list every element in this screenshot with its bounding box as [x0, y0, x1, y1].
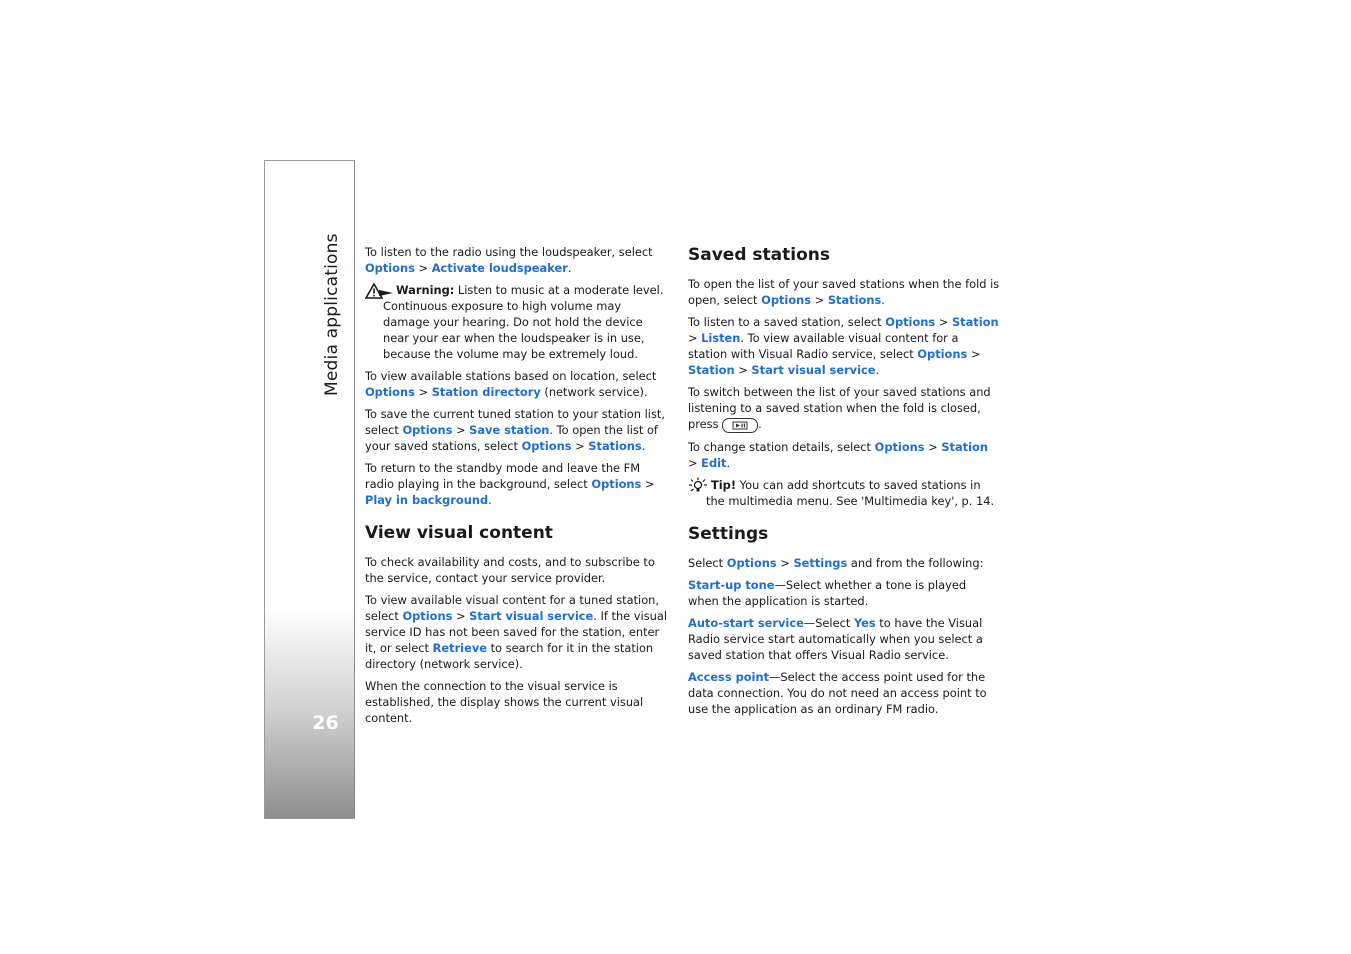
tip-lightbulb-icon — [688, 477, 708, 495]
menu-link-start-up-tone[interactable]: Start-up tone — [688, 577, 775, 592]
paragraph-subscribe: To check availability and costs, and to subscribe to the service, contact your service provider. — [365, 555, 655, 585]
text: —Select whether a tone is played when the application is started. — [688, 577, 967, 608]
menu-link-stations[interactable]: Stations — [827, 293, 882, 307]
text: > — [935, 315, 952, 329]
warning-triangle-icon — [365, 283, 395, 299]
menu-link-options[interactable]: Options — [402, 423, 453, 437]
menu-link-options[interactable]: Options — [591, 477, 642, 491]
heading-saved-stations: Saved stations — [688, 245, 830, 265]
menu-link-options[interactable]: Options — [521, 439, 572, 453]
text: > — [452, 609, 470, 623]
text: To change station details, select — [688, 439, 875, 454]
text: > — [641, 477, 655, 491]
paragraph-settings-select — [688, 555, 1000, 571]
text: > — [734, 363, 752, 377]
menu-link-options[interactable]: Options — [365, 261, 415, 275]
text: To return to the standby mode and leave the FM radio playing in the background, select — [365, 461, 641, 491]
text: . If the visual service ID has not been saved for the station, enter it, or select — [365, 609, 667, 655]
menu-link-save-station[interactable]: Save station — [469, 423, 550, 437]
text: To switch between the list of your saved stations and listening to a saved station when the fold is closed, press — [688, 385, 991, 431]
text: > — [452, 423, 470, 437]
menu-link-access-point[interactable]: Access point — [688, 669, 770, 684]
text: . — [567, 261, 572, 275]
warning-note — [365, 282, 670, 362]
paragraph-access-point — [688, 669, 1000, 717]
text: > — [688, 331, 702, 345]
menu-link-listen[interactable]: Listen — [701, 331, 741, 345]
text: To view available visual content for a tuned station, select — [365, 593, 660, 623]
text: > — [811, 293, 828, 307]
tip-label: Tip! — [711, 477, 737, 492]
text: . — [641, 439, 646, 453]
menu-link-auto-start-service[interactable]: Auto-start service — [688, 615, 804, 630]
menu-link-options[interactable]: Options — [885, 315, 936, 329]
text: to have the Visual Radio service start automatically when you select a saved station that offers Visual Radio service. — [688, 615, 983, 662]
text: and from the following: — [847, 555, 984, 570]
text: To save the current tuned station to your station list, select — [365, 407, 665, 437]
paragraph-startup-tone — [688, 577, 1000, 609]
column-right — [688, 244, 1000, 723]
menu-link-yes[interactable]: Yes — [853, 615, 876, 630]
text: —Select — [803, 615, 854, 630]
paragraph-start-visual — [365, 592, 670, 672]
paragraph-change-details — [688, 439, 1000, 471]
text: . — [875, 363, 880, 377]
text: > — [571, 439, 589, 453]
text: —Select the access point used for the data connection. You do not need an access point to use the application as an ordinary FM radio. — [688, 669, 987, 716]
menu-link-retrieve[interactable]: Retrieve — [432, 641, 487, 655]
menu-link-station[interactable]: Station — [688, 363, 735, 377]
tip-note — [688, 477, 1000, 509]
text: Select — [688, 555, 727, 570]
text: . To open the list of your saved stations, select — [365, 423, 658, 453]
menu-link-options[interactable]: Options — [761, 293, 812, 307]
text: . — [758, 417, 762, 431]
text: To listen to the radio using the loudspeaker, select — [365, 245, 653, 259]
column-left — [365, 244, 670, 732]
menu-link-start-visual-service[interactable]: Start visual service — [751, 363, 876, 377]
text: To open the list of your saved stations when the fold is open, select — [688, 277, 1000, 307]
text: > — [688, 455, 702, 470]
menu-link-settings[interactable]: Settings — [793, 555, 848, 570]
menu-link-options[interactable]: Options — [726, 555, 777, 570]
menu-link-options[interactable]: Options — [874, 439, 925, 454]
menu-link-play-in-background[interactable]: Play in background — [365, 493, 489, 507]
menu-link-stations[interactable]: Stations — [588, 439, 642, 453]
text: > — [414, 385, 432, 399]
menu-link-station[interactable]: Station — [951, 315, 999, 329]
multimedia-key-icon — [722, 418, 758, 433]
menu-link-options[interactable]: Options — [917, 347, 968, 361]
text: To view available stations based on location, select — [365, 369, 657, 383]
text: to search for it in the station directory (network service). — [365, 641, 654, 671]
paragraph-station-directory — [365, 368, 670, 400]
menu-link-activate-loudspeaker[interactable]: Activate loudspeaker — [431, 261, 568, 275]
paragraph-save-station — [365, 406, 670, 454]
text: . — [881, 293, 885, 307]
text: . — [488, 493, 492, 507]
menu-link-options[interactable]: Options — [365, 385, 415, 399]
menu-link-station-directory[interactable]: Station directory — [431, 385, 541, 399]
paragraph-listen-saved — [688, 314, 1000, 378]
paragraph-switch-fold — [688, 384, 1000, 433]
paragraph-loudspeaker — [365, 244, 670, 276]
paragraph-open-saved — [688, 276, 1000, 308]
text: > — [967, 347, 981, 361]
paragraph-play-background — [365, 460, 670, 508]
heading-view-visual-content: View visual content — [365, 523, 553, 543]
heading-settings: Settings — [688, 523, 769, 544]
text: > — [924, 439, 942, 454]
warning-label: Warning: — [396, 283, 455, 297]
text: > — [414, 261, 432, 275]
menu-link-start-visual-service[interactable]: Start visual service — [469, 609, 594, 623]
menu-link-station[interactable]: Station — [941, 439, 988, 454]
tip-text: You can add shortcuts to saved stations in the multimedia menu. See 'Multimedia key', p. 14. — [706, 477, 995, 508]
text: > — [776, 555, 794, 570]
chapter-title: Media applications — [322, 233, 342, 396]
text: (network service). — [540, 385, 648, 399]
text: . — [726, 455, 731, 470]
text: . To view available visual content for a station with Visual Radio service, select — [688, 331, 959, 361]
text: To listen to a saved station, select — [688, 315, 886, 329]
paragraph-connection: When the connection to the visual service is established, the display shows the current visual content. — [365, 679, 644, 725]
menu-link-edit[interactable]: Edit — [701, 455, 727, 470]
paragraph-auto-start — [688, 615, 1000, 663]
page-number: 26 — [312, 712, 339, 734]
menu-link-options[interactable]: Options — [402, 609, 453, 623]
warning-text: Listen to music at a moderate level. Continuous exposure to high volume may damage your hearing. Do not hold the device near your ear when the loudspeaker is in use, because the volume may be extremely loud. — [383, 283, 664, 361]
